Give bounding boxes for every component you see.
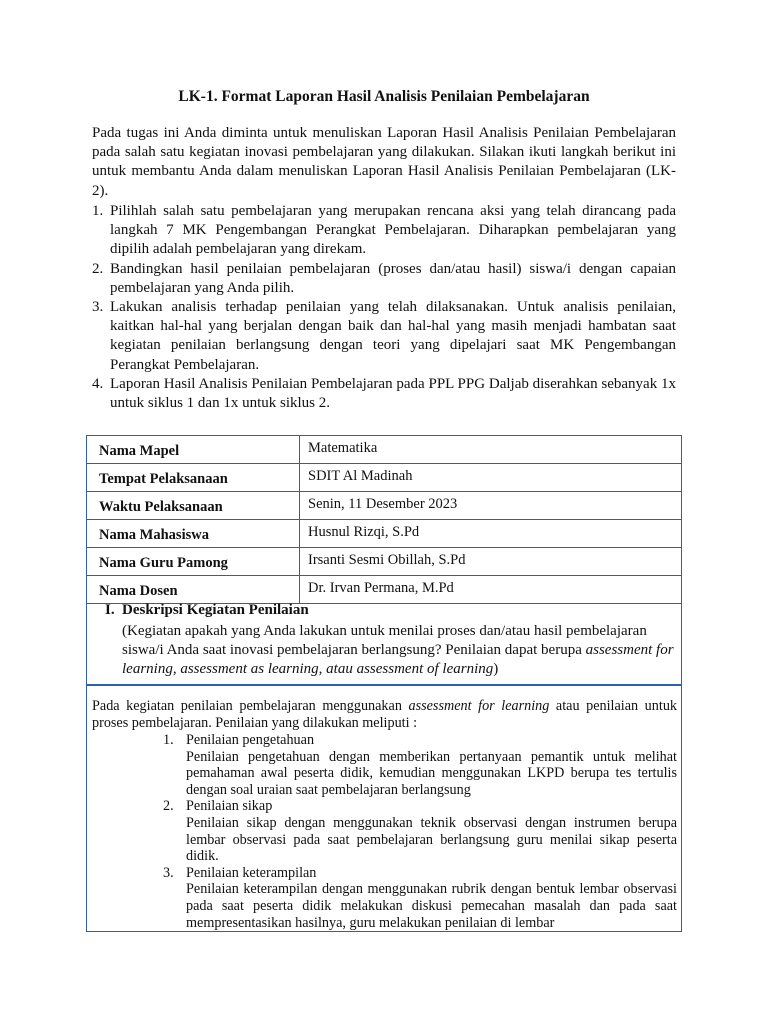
- row-label: Nama Mapel: [87, 436, 300, 464]
- list-number: 3.: [92, 299, 104, 316]
- row-label: Nama Guru Pamong: [87, 548, 300, 576]
- answer-intro-italic: assessment for learning: [408, 698, 550, 714]
- table-row: [87, 492, 682, 520]
- answer-content-box: [86, 685, 682, 932]
- list-item: [92, 298, 676, 375]
- table-row: [87, 548, 682, 576]
- row-label: Tempat Pelaksanaan: [87, 464, 300, 492]
- row-value: Senin, 11 Desember 2023: [300, 492, 682, 520]
- list-text: Pilihlah salah satu pembelajaran yang merupakan rencana aksi yang telah dirancang pada langkah 7 MK Pengembangan Perangkat Pembelajaran. Diharapkan pembelajaran yang dipilih adalah pembelajaran yang direkam.: [110, 203, 676, 258]
- instruction-italic-text: assessment for learning, assessment as learning, atau assessment of learning: [122, 642, 674, 678]
- row-label: Nama Mahasiswa: [87, 520, 300, 548]
- table-row: [87, 464, 682, 492]
- item-title: Penilaian keterampilan: [186, 864, 317, 881]
- list-item: [87, 732, 682, 798]
- section-number: I.: [105, 602, 115, 618]
- instruction-text: (Kegiatan apakah yang Anda lakukan untuk menilai proses dan/atau hasil pembelajaran siswa/i Anda saat inovasi pembelajaran berlangsung? Penilaian dapat berupa: [122, 623, 647, 659]
- list-item: [87, 798, 682, 864]
- list-text: Bandingkan hasil penilaian pembelajaran (proses dan/atau hasil) siswa/i dengan capaian pembelajaran yang Anda pilih.: [110, 260, 676, 296]
- item-body: Penilaian keterampilan dengan menggunakan rubrik dengan bentuk lembar observasi pada saat peserta didik melakukan diskusi pemecahan masalah dan pada saat mempresentasikan hasilnya, guru melakukan penilaian di lembar: [186, 881, 677, 931]
- document-title: LK-1. Format Laporan Hasil Analisis Penilaian Pembelajaran: [178, 88, 590, 105]
- list-number: 2.: [163, 798, 174, 815]
- list-item: [92, 375, 676, 413]
- answer-intro: [92, 698, 677, 732]
- item-body: Penilaian pengetahuan dengan memberikan pertanyaan pemantik untuk melihat pemahaman awal peserta didik, kemudian menggunakan LKPD berupa tes tertulis dengan soal uraian saat pembelajaran berlangsung: [186, 748, 677, 798]
- list-text: Lakukan analisis terhadap penilaian yang telah dilaksanakan. Untuk analisis penilaian, kaitkan hal-hal yang berjalan dengan baik dan hal-hal yang masih menjadi hambatan saat kegiatan penilaian berlangsung dengan teori yang dipelajari saat MK Pengembangan Perangkat Pembelajaran.: [110, 299, 676, 373]
- row-value: Husnul Rizqi, S.Pd: [300, 520, 682, 548]
- row-value: Irsanti Sesmi Obillah, S.Pd: [300, 548, 682, 576]
- list-number: 1.: [163, 732, 174, 748]
- section-instructions: [122, 622, 674, 680]
- item-body: Penilaian sikap dengan menggunakan teknik observasi dengan instrumen berupa lembar observasi pada saat pembelajaran berlangsung guru menilai sikap peserta didik.: [186, 814, 677, 865]
- intro-paragraph: Pada tugas ini Anda diminta untuk menuliskan Laporan Hasil Analisis Penilaian Pembelajaran pada salah satu kegiatan inovasi pembelajaran yang dilakukan. Silakan ikuti langkah berikut ini untuk membantu Anda dalam menuliskan Laporan Hasil Analisis Penilaian Pembelajaran (LK-2).: [92, 125, 676, 199]
- item-title: Penilaian pengetahuan: [186, 732, 315, 748]
- row-label: Nama Dosen: [87, 576, 300, 604]
- list-item: [92, 202, 676, 260]
- item-title: Penilaian sikap: [186, 798, 273, 815]
- list-number: 2.: [92, 260, 104, 277]
- assessment-list: [87, 732, 682, 931]
- list-number: 1.: [92, 203, 104, 219]
- table-row: [87, 436, 682, 464]
- list-number: 4.: [92, 375, 104, 392]
- answer-intro-text: Pada kegiatan penilaian pembelajaran menggunakan: [92, 698, 409, 714]
- section-description-box: [86, 596, 682, 685]
- instruction-list: [92, 202, 676, 413]
- answer-intro-tail: atau penilaian untuk proses pembelajaran. Penilaian yang dilakukan meliputi :: [92, 698, 678, 731]
- table-row: [87, 520, 682, 548]
- row-value: SDIT Al Madinah: [300, 464, 682, 492]
- row-value: Matematika: [300, 436, 682, 464]
- list-item: [92, 260, 676, 298]
- list-number: 3.: [163, 864, 174, 881]
- row-label: Waktu Pelaksanaan: [87, 492, 300, 520]
- section-title: Deskripsi Kegiatan Penilaian: [122, 602, 309, 618]
- row-value: Dr. Irvan Permana, M.Pd: [300, 576, 682, 604]
- list-text: Laporan Hasil Analisis Penilaian Pembelajaran pada PPL PPG Daljab diserahkan sebanyak 1x untuk siklus 1 dan 1x untuk siklus 2.: [110, 375, 676, 412]
- info-table: [86, 435, 682, 604]
- instruction-close: ): [493, 661, 499, 678]
- list-item: [87, 865, 682, 931]
- section-heading: [105, 602, 309, 619]
